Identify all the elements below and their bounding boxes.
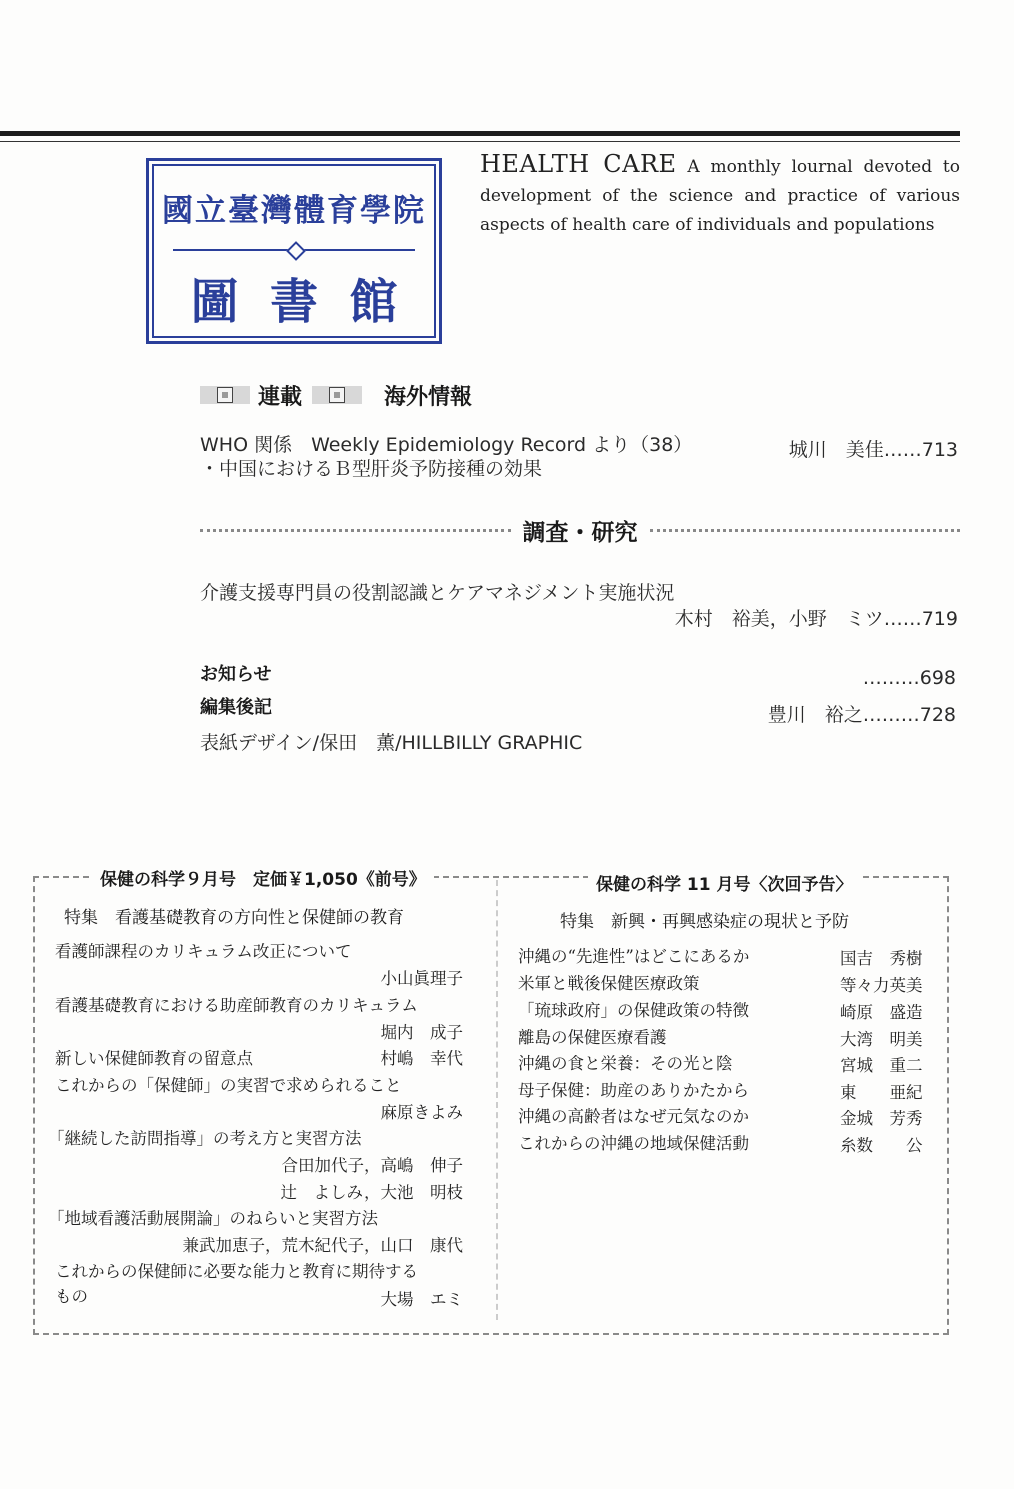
next-article-author: 等々力英美 [840, 976, 923, 995]
dotted-rule [650, 529, 961, 532]
research-label: 調査・研究 [522, 519, 638, 546]
prev-issue-feature: 特集 看護基礎教育の方向性と保健師の教育 [64, 908, 404, 928]
journal-description: A monthly lournal devoted to development of the science and practice of various aspects of health care of individuals and populations [480, 157, 960, 235]
serial-item-title-1: WHO 関係 Weekly Epidemiology Record より（38） [200, 434, 693, 456]
prev-article-title: 看護師課程のカリキュラム改正について [55, 942, 352, 961]
stamp-char: 館 [349, 274, 398, 330]
editorial-label: 編集後記 [200, 697, 272, 718]
top-rule-thick [0, 131, 960, 136]
prev-article-title: もの [55, 1287, 88, 1306]
research-item-author: 木村 裕美，小野 ミツ……719 [674, 608, 958, 630]
notice-page: ………698 [862, 667, 956, 689]
next-article-author: 宮城 重二 [840, 1056, 923, 1075]
prev-article-title: 看護基礎教育における助産師教育のカリキュラム [55, 996, 418, 1015]
stamp-char: 書 [269, 274, 318, 330]
box-icon [200, 386, 250, 404]
next-article-author: 東 亜紀 [840, 1083, 923, 1102]
next-issue-feature: 特集 新興・再興感染症の現状と予防 [560, 912, 849, 932]
editorial-author: 豊川 裕之………728 [767, 704, 956, 726]
next-article-title: 沖縄の高齢者はなぜ元気なのか [518, 1107, 749, 1126]
box-icon [312, 386, 362, 404]
next-article-title: 沖縄の食と栄養：その光と陰 [518, 1054, 733, 1073]
prev-article-title: これからの「保健師」の実習で求められること [55, 1076, 402, 1095]
serial-item-title-2: ・中国におけるＢ型肝炎予防接種の効果 [200, 458, 543, 480]
stamp-char: 圖 [190, 274, 239, 330]
next-article-author: 国吉 秀樹 [840, 949, 923, 968]
prev-article-author: 合田加代子，高嶋 伸子 [281, 1156, 463, 1175]
next-article-author: 金城 芳秀 [840, 1109, 923, 1128]
prev-article-author: 辻 よしみ，大池 明枝 [280, 1183, 463, 1202]
prev-article-title: 新しい保健師教育の留意点 [55, 1049, 253, 1068]
prev-article-author: 大場 エミ [380, 1290, 463, 1309]
notice-label: お知らせ [200, 664, 272, 685]
library-stamp [146, 158, 442, 344]
dotted-rule [200, 529, 511, 532]
journal-title: HEALTH CARE [480, 150, 677, 178]
overseas-label: 海外情報 [384, 384, 473, 410]
masthead [480, 150, 960, 240]
top-rule-thin [0, 141, 960, 142]
next-article-title: 「琉球政府」の保健政策の特徴 [518, 1001, 749, 1020]
prev-article-author: 兼武加恵子，荒木紀代子，山口 康代 [182, 1236, 463, 1255]
prev-issue-title: 保健の科学９月号 定価￥1,050《前号》 [92, 865, 434, 890]
next-article-author: 大湾 明美 [840, 1030, 923, 1049]
next-issue-title: 保健の科学 11 月号〈次回予告〉 [588, 870, 861, 895]
stamp-divider [173, 249, 415, 251]
cover-design-credit: 表紙デザイン/保田 薫/HILLBILLY GRAPHIC [200, 732, 583, 754]
serial-item-author: 城川 美佳……713 [788, 439, 958, 461]
serial-label: 連載 [258, 384, 303, 410]
next-article-title: 米軍と戦後保健医療政策 [518, 974, 700, 993]
next-article-author: 崎原 盛造 [840, 1003, 923, 1022]
next-article-title: これからの沖縄の地域保健活動 [518, 1134, 749, 1153]
research-item-title: 介護支援専門員の役割認識とケアマネジメント実施状況 [200, 582, 675, 604]
prev-article-author: 麻原きよみ [380, 1103, 463, 1122]
stamp-bottom-text [149, 263, 439, 332]
stamp-top-text: 國立臺灣體育學院 [162, 193, 426, 229]
prev-article-author: 村嶋 幸代 [380, 1049, 463, 1068]
issue-box-divider [496, 880, 498, 1320]
serial-section-heading [200, 380, 472, 410]
next-article-title: 離島の保健医療看護 [518, 1028, 667, 1047]
prev-article-title: 「継続した訪問指導」の考え方と実習方法 [48, 1129, 362, 1148]
prev-article-author: 小山眞理子 [380, 969, 463, 988]
next-article-title: 沖縄の“先進性”はどこにあるか [518, 947, 750, 966]
next-article-author: 糸数 公 [840, 1136, 923, 1155]
research-divider [200, 514, 960, 546]
prev-article-title: これからの保健師に必要な能力と教育に期待する [55, 1262, 418, 1281]
next-article-title: 母子保健：助産のありかたから [518, 1081, 749, 1100]
prev-article-author: 堀内 成子 [380, 1023, 463, 1042]
prev-article-title: 「地域看護活動展開論」のねらいと実習方法 [48, 1209, 378, 1228]
